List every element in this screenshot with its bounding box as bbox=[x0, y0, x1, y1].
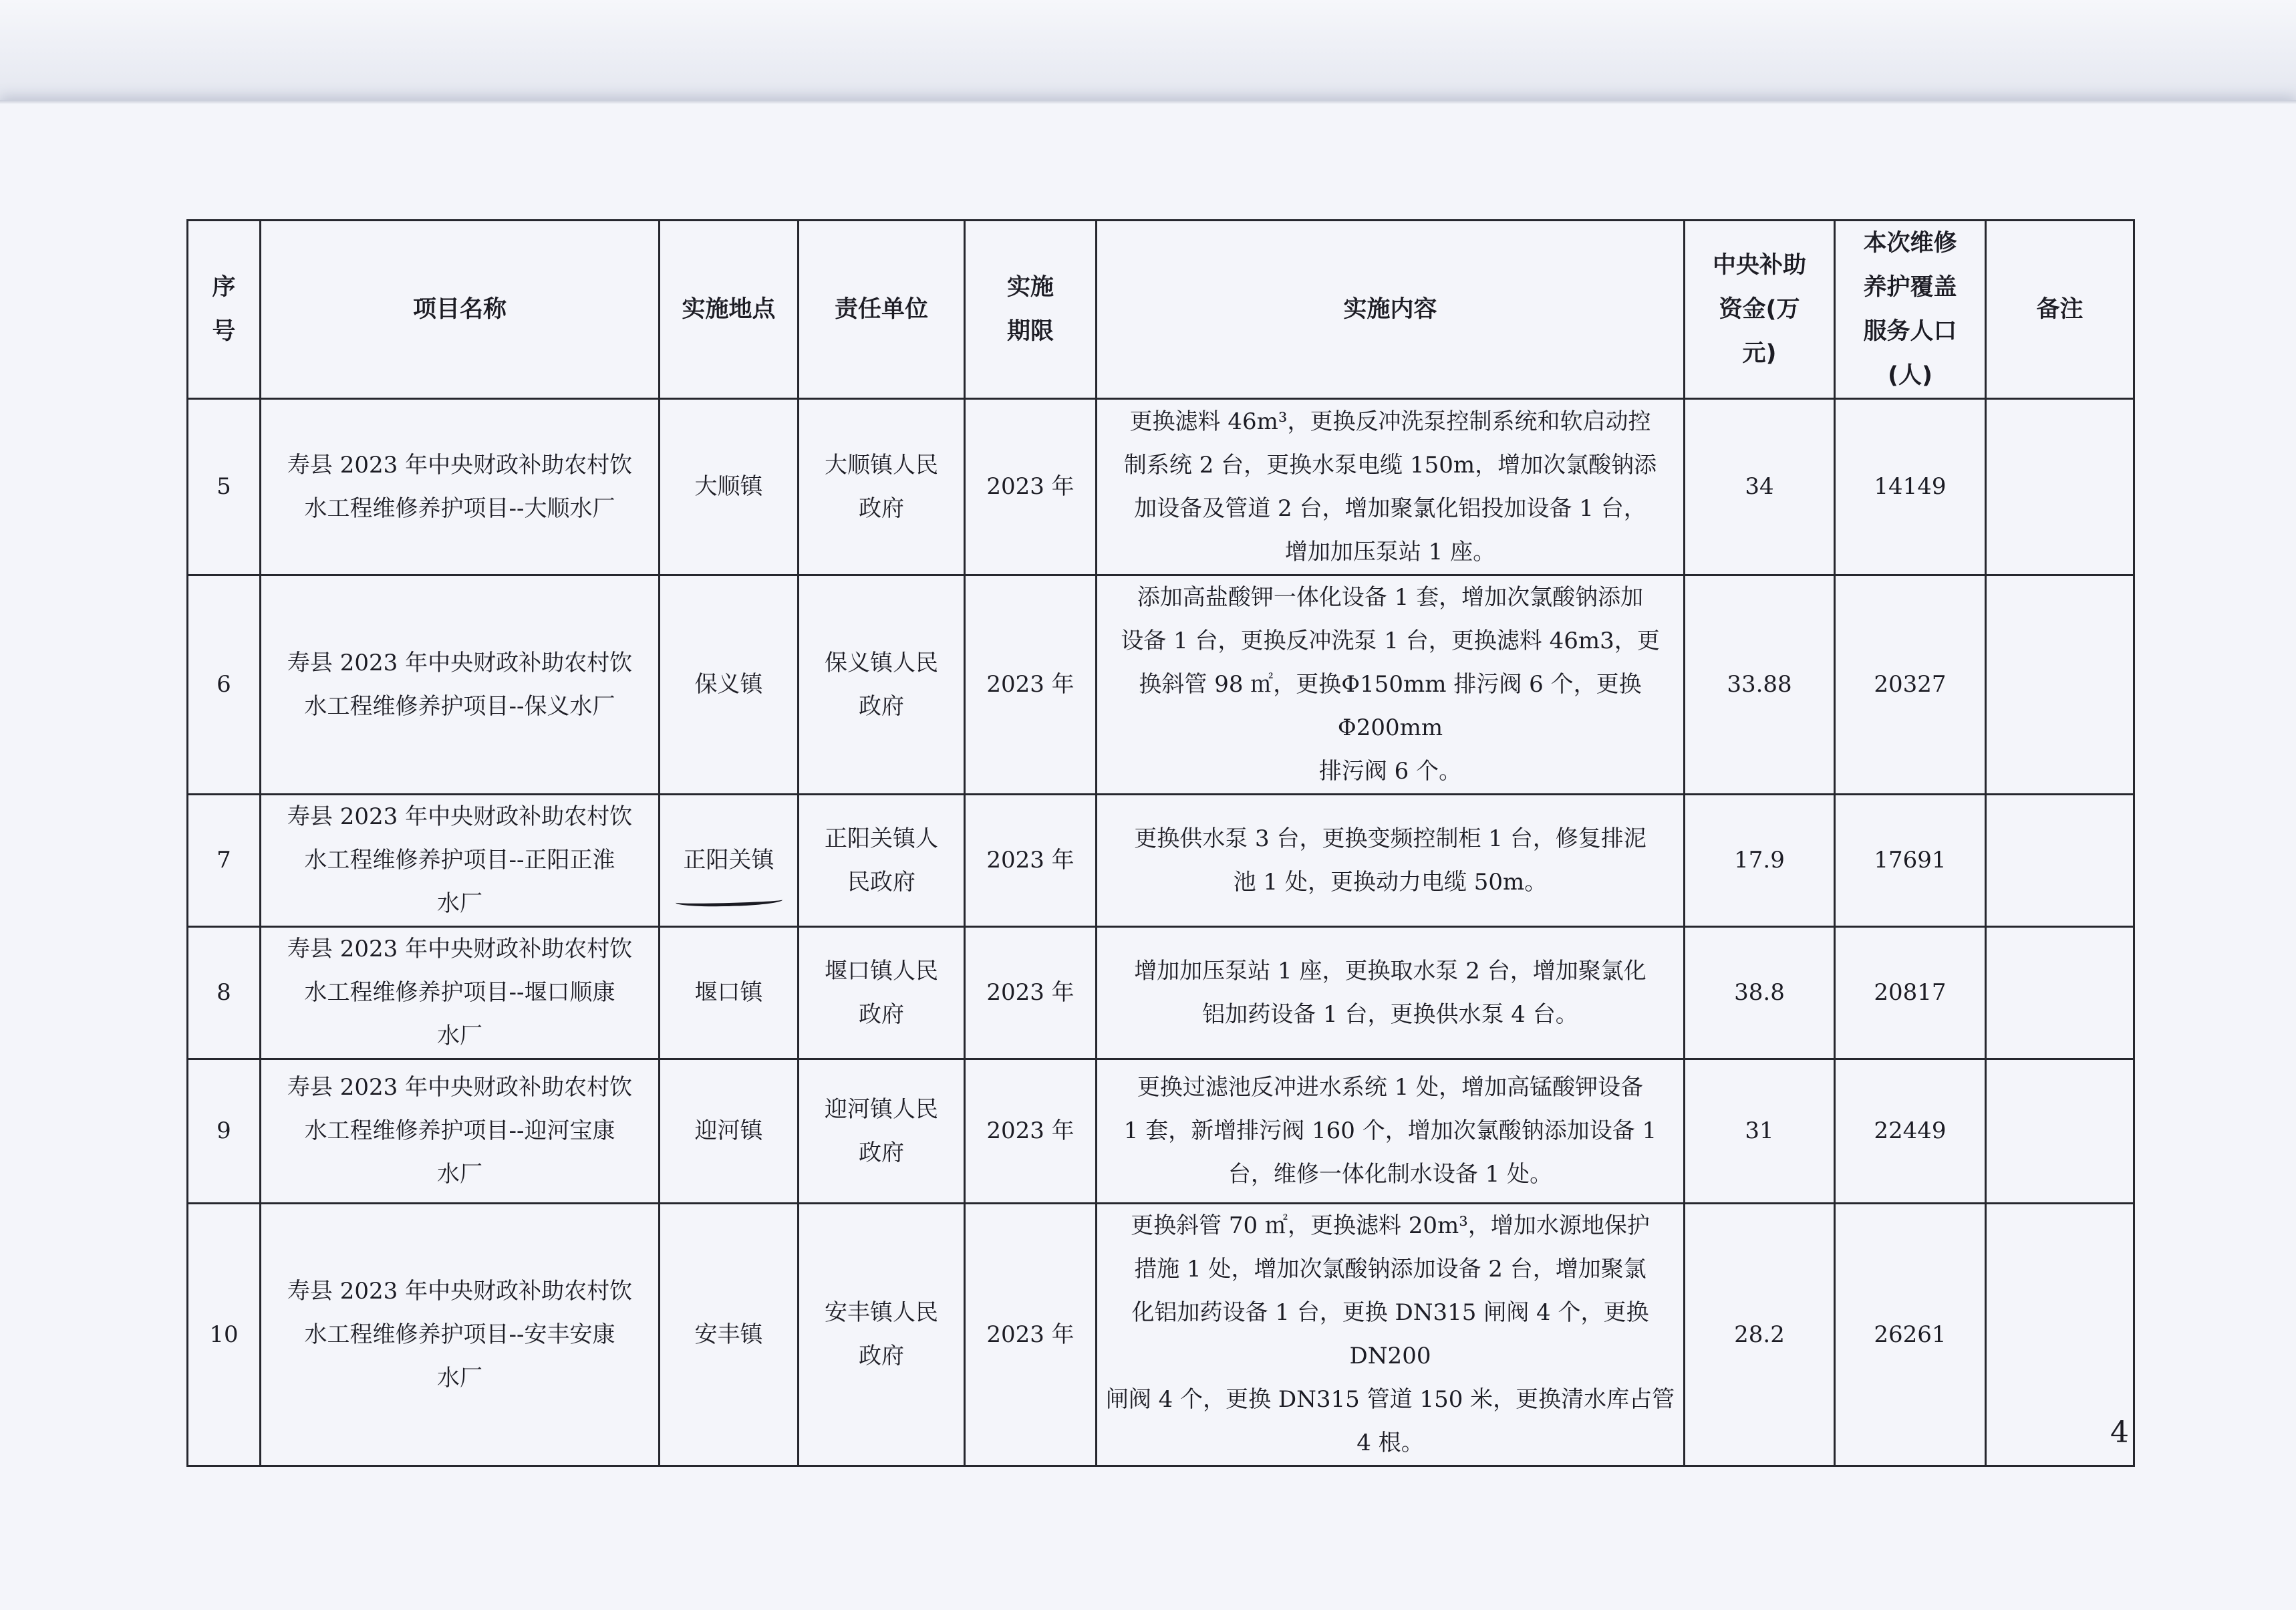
cell-responsible-unit: 迎河镇人民 政府 bbox=[799, 1059, 965, 1204]
table-row bbox=[188, 399, 2134, 575]
cell-period: 2023 年 bbox=[965, 1059, 1097, 1204]
header-project-name bbox=[261, 221, 660, 399]
cell-population: 17691 bbox=[1835, 795, 1986, 927]
cell-responsible-unit: 堰口镇人民 政府 bbox=[799, 927, 965, 1059]
cell-period: 2023 年 bbox=[965, 575, 1097, 795]
cell-funds: 34 bbox=[1685, 399, 1835, 575]
header-period bbox=[965, 221, 1097, 399]
cell-no: 7 bbox=[188, 795, 261, 927]
header-location-text: 实施地点 bbox=[682, 296, 776, 323]
table-row bbox=[188, 927, 2134, 1059]
cell-content: 更换滤料 46m³，更换反冲洗泵控制系统和软启动控 制系统 2 台，更换水泵电缆 150m，增加次氯酸钠添 加设备及管道 2 台，增加聚氯化铝投加设备 1 台， 增加加压泵站 1 座。 bbox=[1097, 399, 1685, 575]
cell-funds: 31 bbox=[1685, 1059, 1835, 1204]
table-row bbox=[188, 1204, 2134, 1466]
cell-period: 2023 年 bbox=[965, 1204, 1097, 1466]
cell-population: 20327 bbox=[1835, 575, 1986, 795]
cell-no: 6 bbox=[188, 575, 261, 795]
location-text: 正阳关镇 bbox=[683, 847, 774, 874]
cell-period: 2023 年 bbox=[965, 927, 1097, 1059]
header-no-text: 序 号 bbox=[212, 274, 236, 345]
cell-no: 10 bbox=[188, 1204, 261, 1466]
table-row bbox=[188, 575, 2134, 795]
cell-funds: 17.9 bbox=[1685, 795, 1835, 927]
cell-population: 26261 bbox=[1835, 1204, 1986, 1466]
cell-responsible-unit: 正阳关镇人 民政府 bbox=[799, 795, 965, 927]
table-row bbox=[188, 1059, 2134, 1204]
underlined-location bbox=[684, 839, 774, 882]
cell-remark bbox=[1986, 795, 2134, 927]
cell-location: 堰口镇 bbox=[660, 927, 799, 1059]
cell-project-name: 寿县 2023 年中央财政补助农村饮 水工程维修养护项目--保义水厂 bbox=[261, 575, 660, 795]
header-period-text: 实施 期限 bbox=[1006, 274, 1054, 345]
header-content bbox=[1097, 221, 1685, 399]
cell-period: 2023 年 bbox=[965, 795, 1097, 927]
cell-content: 更换斜管 70 ㎡，更换滤料 20m³，增加水源地保护 措施 1 处，增加次氯酸钠添加设备 2 台，增加聚氯 化铝加药设备 1 台，更换 DN315 闸阀 4 个，更换 DN200 闸阀 4 个，更换 DN315 管道 150 米，更换清水库占管 4 根。 bbox=[1097, 1204, 1685, 1466]
table-header-row bbox=[188, 221, 2134, 399]
page-number: 4 bbox=[2110, 1416, 2129, 1450]
cell-content: 更换过滤池反冲进水系统 1 处，增加高锰酸钾设备 1 套，新增排污阀 160 个，增加次氯酸钠添加设备 1 台，维修一体化制水设备 1 处。 bbox=[1097, 1059, 1685, 1204]
table-row bbox=[188, 795, 2134, 927]
cell-funds: 28.2 bbox=[1685, 1204, 1835, 1466]
cell-location: 保义镇 bbox=[660, 575, 799, 795]
cell-no: 8 bbox=[188, 927, 261, 1059]
header-location bbox=[660, 221, 799, 399]
cell-remark bbox=[1986, 927, 2134, 1059]
cell-content: 增加加压泵站 1 座，更换取水泵 2 台，增加聚氯化 铝加药设备 1 台，更换供水泵 4 台。 bbox=[1097, 927, 1685, 1059]
cell-location: 安丰镇 bbox=[660, 1204, 799, 1466]
cell-responsible-unit: 保义镇人民 政府 bbox=[799, 575, 965, 795]
cell-project-name: 寿县 2023 年中央财政补助农村饮 水工程维修养护项目--大顺水厂 bbox=[261, 399, 660, 575]
cell-period: 2023 年 bbox=[965, 399, 1097, 575]
cell-content: 添加高盐酸钾一体化设备 1 套，增加次氯酸钠添加 设备 1 台，更换反冲洗泵 1 台，更换滤料 46m3，更 换斜管 98 ㎡，更换Φ150mm 排污阀 6 个，更换Φ200mm 排污阀 6 个。 bbox=[1097, 575, 1685, 795]
header-responsible-unit bbox=[799, 221, 965, 399]
header-project-name-text: 项目名称 bbox=[412, 296, 507, 323]
cell-population: 14149 bbox=[1835, 399, 1986, 575]
scanner-background bbox=[0, 0, 2296, 107]
header-content-text: 实施内容 bbox=[1343, 296, 1437, 323]
cell-remark bbox=[1986, 1059, 2134, 1204]
header-no bbox=[188, 221, 261, 399]
header-population bbox=[1835, 221, 1986, 399]
cell-project-name: 寿县 2023 年中央财政补助农村饮 水工程维修养护项目--正阳正淮 水厂 bbox=[261, 795, 660, 927]
header-population-text: 本次维修 养护覆盖 服务人口 (人) bbox=[1863, 230, 1957, 389]
cell-funds: 33.88 bbox=[1685, 575, 1835, 795]
header-remark bbox=[1986, 221, 2134, 399]
cell-no: 9 bbox=[188, 1059, 261, 1204]
page-edge-shadow bbox=[0, 100, 2296, 104]
header-funds bbox=[1685, 221, 1835, 399]
header-remark-text: 备注 bbox=[2036, 296, 2084, 323]
cell-population: 22449 bbox=[1835, 1059, 1986, 1204]
header-funds-text: 中央补助 资金(万 元) bbox=[1712, 252, 1806, 367]
cell-funds: 38.8 bbox=[1685, 927, 1835, 1059]
cell-content: 更换供水泵 3 台，更换变频控制柜 1 台，修复排泥 池 1 处，更换动力电缆 50m。 bbox=[1097, 795, 1685, 927]
cell-responsible-unit: 安丰镇人民 政府 bbox=[799, 1204, 965, 1466]
cell-remark bbox=[1986, 575, 2134, 795]
cell-remark bbox=[1986, 399, 2134, 575]
cell-location bbox=[660, 795, 799, 927]
cell-no: 5 bbox=[188, 399, 261, 575]
cell-responsible-unit: 大顺镇人民 政府 bbox=[799, 399, 965, 575]
handwritten-underline bbox=[675, 895, 782, 908]
cell-location: 大顺镇 bbox=[660, 399, 799, 575]
cell-location: 迎河镇 bbox=[660, 1059, 799, 1204]
cell-project-name: 寿县 2023 年中央财政补助农村饮 水工程维修养护项目--堰口顺康 水厂 bbox=[261, 927, 660, 1059]
cell-project-name: 寿县 2023 年中央财政补助农村饮 水工程维修养护项目--迎河宝康 水厂 bbox=[261, 1059, 660, 1204]
cell-population: 20817 bbox=[1835, 927, 1986, 1059]
project-table bbox=[186, 219, 2135, 1467]
header-responsible-unit-text: 责任单位 bbox=[834, 296, 928, 323]
cell-project-name: 寿县 2023 年中央财政补助农村饮 水工程维修养护项目--安丰安康 水厂 bbox=[261, 1204, 660, 1466]
